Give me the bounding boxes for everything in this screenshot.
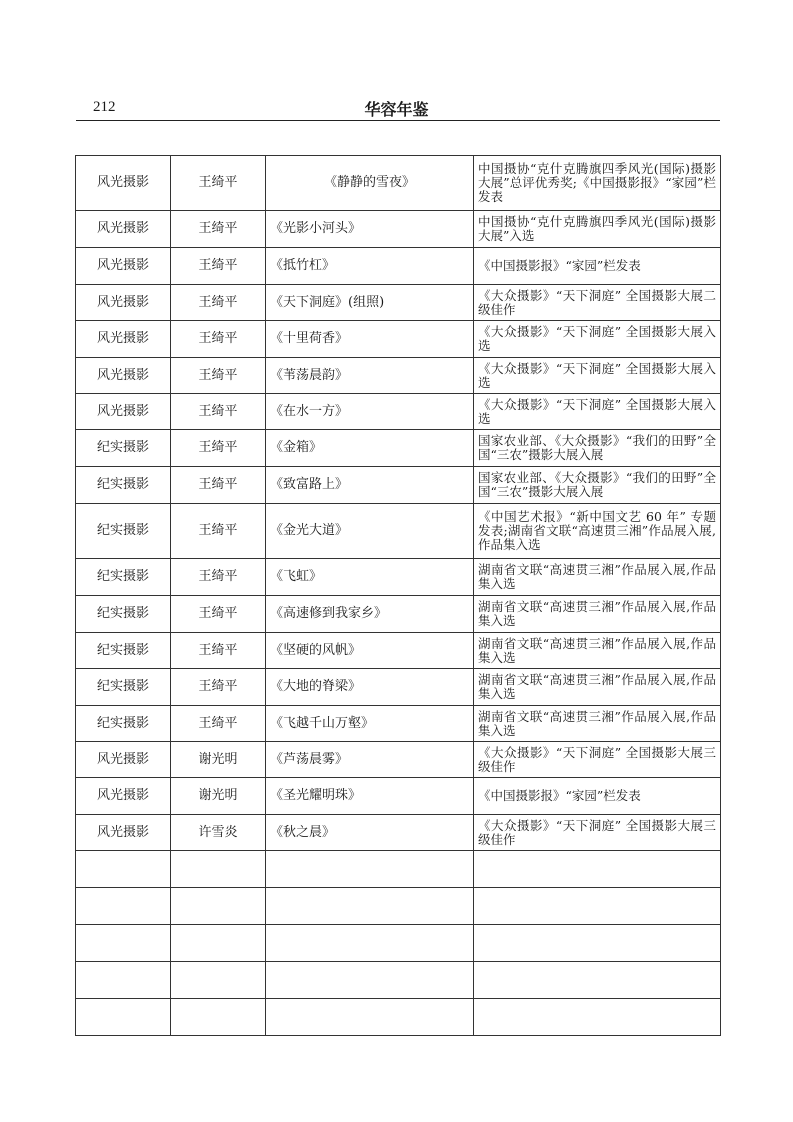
table-row (76, 321, 721, 358)
result-cell: 湖南省文联“高速贯三湘”作品展入展,作品集入选 (474, 633, 721, 669)
empty-cell (76, 999, 171, 1036)
author-cell: 王绮平 (171, 706, 266, 742)
author-cell: 王绮平 (171, 669, 266, 706)
category-cell: 风光摄影 (76, 778, 171, 815)
result-cell: 中国摄协“克什克腾旗四季风光(国际)摄影大展”总评优秀奖;《中国摄影报》“家园”栏发表 (474, 156, 721, 211)
empty-cell (171, 925, 266, 962)
work-title-cell: 《飞越千山万壑》 (266, 706, 474, 742)
category-cell: 风光摄影 (76, 358, 171, 394)
work-title-cell: 《秋之晨》 (266, 815, 474, 851)
category-cell: 风光摄影 (76, 815, 171, 851)
author-cell: 谢光明 (171, 742, 266, 778)
work-title-cell: 《光影小河头》 (266, 211, 474, 248)
author-cell: 王绮平 (171, 358, 266, 394)
table-row (76, 706, 721, 742)
table-row (76, 815, 721, 851)
table-row (76, 669, 721, 706)
empty-cell (266, 962, 474, 999)
table-row (76, 430, 721, 467)
table-row (76, 633, 721, 669)
author-cell: 谢光明 (171, 778, 266, 815)
author-cell: 王绮平 (171, 211, 266, 248)
result-cell: 《大众摄影》“天下洞庭” 全国摄影大展入选 (474, 321, 721, 358)
author-cell: 王绮平 (171, 248, 266, 285)
empty-cell (171, 888, 266, 925)
empty-table-row (76, 851, 721, 888)
empty-cell (266, 925, 474, 962)
empty-cell (76, 888, 171, 925)
work-title-cell: 《苇荡晨韵》 (266, 358, 474, 394)
author-cell: 王绮平 (171, 285, 266, 321)
result-cell: 国家农业部、《大众摄影》“我们的田野”全国“三农”摄影大展入展 (474, 467, 721, 504)
work-title-cell: 《坚硬的风帆》 (266, 633, 474, 669)
result-cell: 《大众摄影》“天下洞庭” 全国摄影大展入选 (474, 394, 721, 430)
result-cell: 《中国摄影报》“家园”栏发表 (474, 248, 721, 285)
result-cell: 《中国艺术报》“新中国文艺 60 年” 专题发表;湖南省文联“高速贯三湘”作品展入展,作品集入选 (474, 504, 721, 559)
empty-cell (266, 888, 474, 925)
empty-table-row (76, 888, 721, 925)
table-row (76, 742, 721, 778)
empty-cell (474, 925, 721, 962)
work-title-cell: 《天下洞庭》(组照) (266, 285, 474, 321)
result-cell: 《中国摄影报》“家园”栏发表 (474, 778, 721, 815)
category-cell: 纪实摄影 (76, 669, 171, 706)
category-cell: 风光摄影 (76, 248, 171, 285)
author-cell: 王绮平 (171, 156, 266, 211)
result-cell: 湖南省文联“高速贯三湘”作品展入展,作品集入选 (474, 596, 721, 633)
result-cell: 《大众摄影》“天下洞庭” 全国摄影大展三级佳作 (474, 815, 721, 851)
empty-cell (266, 851, 474, 888)
empty-cell (474, 962, 721, 999)
work-title-cell: 《金箱》 (266, 430, 474, 467)
table-row (76, 156, 721, 211)
empty-cell (474, 888, 721, 925)
empty-cell (171, 962, 266, 999)
category-cell: 纪实摄影 (76, 430, 171, 467)
author-cell: 王绮平 (171, 467, 266, 504)
work-title-cell: 《飞虹》 (266, 559, 474, 596)
empty-cell (76, 851, 171, 888)
author-cell: 王绮平 (171, 430, 266, 467)
work-title-cell: 《高速修到我家乡》 (266, 596, 474, 633)
empty-cell (266, 999, 474, 1036)
table-row (76, 778, 721, 815)
work-title-cell: 《静静的雪夜》 (266, 156, 474, 211)
author-cell: 王绮平 (171, 504, 266, 559)
category-cell: 风光摄影 (76, 156, 171, 211)
result-cell: 《大众摄影》“天下洞庭” 全国摄影大展三级佳作 (474, 742, 721, 778)
author-cell: 王绮平 (171, 559, 266, 596)
category-cell: 风光摄影 (76, 285, 171, 321)
empty-cell (76, 962, 171, 999)
awards-table-body (76, 156, 721, 1036)
work-title-cell: 《芦荡晨雾》 (266, 742, 474, 778)
empty-cell (474, 999, 721, 1036)
author-cell: 许雪炎 (171, 815, 266, 851)
category-cell: 纪实摄影 (76, 467, 171, 504)
table-row (76, 467, 721, 504)
work-title-cell: 《十里荷香》 (266, 321, 474, 358)
result-cell: 《大众摄影》“天下洞庭” 全国摄影大展二级佳作 (474, 285, 721, 321)
category-cell: 纪实摄影 (76, 706, 171, 742)
empty-table-row (76, 999, 721, 1036)
result-cell: 湖南省文联“高速贯三湘”作品展入展,作品集入选 (474, 706, 721, 742)
result-cell: 《大众摄影》“天下洞庭” 全国摄影大展入选 (474, 358, 721, 394)
category-cell: 纪实摄影 (76, 559, 171, 596)
table-row (76, 394, 721, 430)
category-cell: 风光摄影 (76, 211, 171, 248)
category-cell: 风光摄影 (76, 321, 171, 358)
work-title-cell: 《在水一方》 (266, 394, 474, 430)
result-cell: 国家农业部、《大众摄影》“我们的田野”全国“三农”摄影大展入展 (474, 430, 721, 467)
table-row (76, 211, 721, 248)
header-rule (76, 120, 720, 121)
empty-cell (76, 925, 171, 962)
category-cell: 纪实摄影 (76, 504, 171, 559)
empty-cell (474, 851, 721, 888)
page-number: 212 (93, 99, 116, 115)
work-title-cell: 《致富路上》 (266, 467, 474, 504)
category-cell: 纪实摄影 (76, 596, 171, 633)
table-row (76, 559, 721, 596)
empty-cell (171, 851, 266, 888)
table-row (76, 248, 721, 285)
work-title-cell: 《金光大道》 (266, 504, 474, 559)
author-cell: 王绮平 (171, 633, 266, 669)
work-title-cell: 《大地的脊梁》 (266, 669, 474, 706)
category-cell: 风光摄影 (76, 742, 171, 778)
author-cell: 王绮平 (171, 394, 266, 430)
awards-table (75, 155, 721, 1036)
author-cell: 王绮平 (171, 596, 266, 633)
result-cell: 湖南省文联“高速贯三湘”作品展入展,作品集入选 (474, 669, 721, 706)
empty-table-row (76, 925, 721, 962)
work-title-cell: 《抵竹杠》 (266, 248, 474, 285)
category-cell: 纪实摄影 (76, 633, 171, 669)
empty-cell (171, 999, 266, 1036)
table-row (76, 596, 721, 633)
author-cell: 王绮平 (171, 321, 266, 358)
table-row (76, 504, 721, 559)
result-cell: 湖南省文联“高速贯三湘”作品展入展,作品集入选 (474, 559, 721, 596)
category-cell: 风光摄影 (76, 394, 171, 430)
empty-table-row (76, 962, 721, 999)
work-title-cell: 《圣光耀明珠》 (266, 778, 474, 815)
table-row (76, 358, 721, 394)
table-row (76, 285, 721, 321)
result-cell: 中国摄协“克什克腾旗四季风光(国际)摄影大展”入选 (474, 211, 721, 248)
running-title: 华容年鉴 (364, 100, 429, 119)
